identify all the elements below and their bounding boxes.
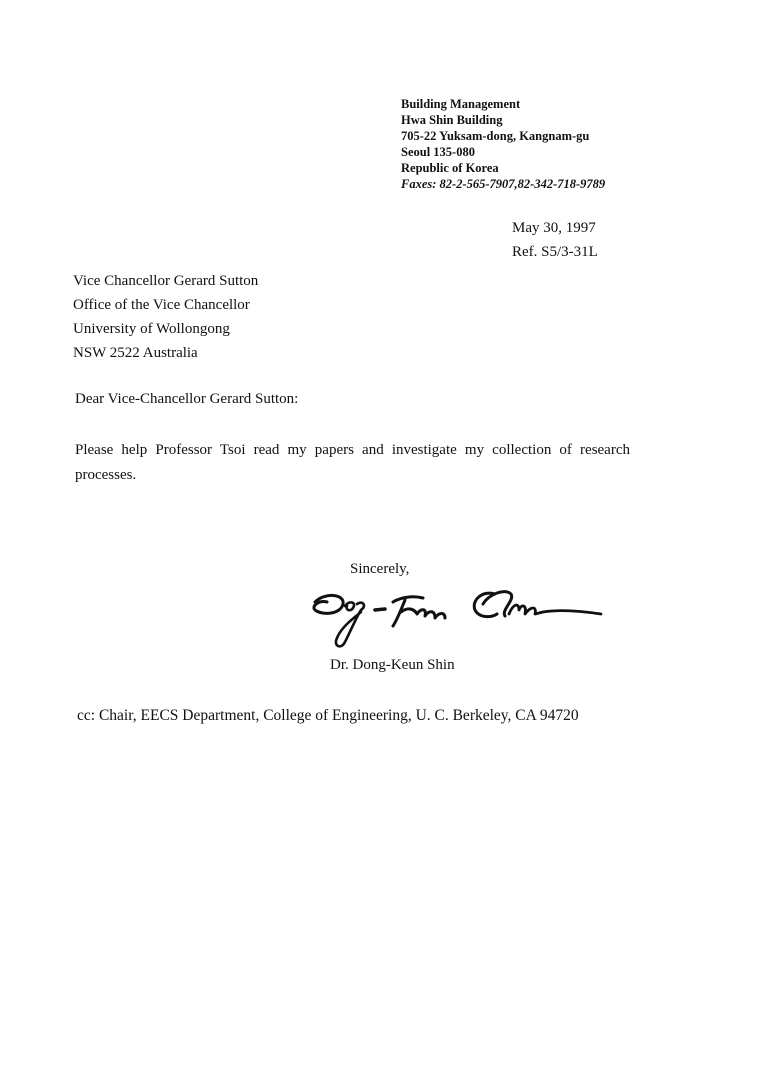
signature-drawing: [305, 580, 605, 655]
recipient-address-block: [73, 269, 258, 365]
reference-number: Ref. S5/3-31L: [512, 244, 598, 260]
sender-line: 705-22 Yuksam-dong, Kangnam-gu: [401, 129, 590, 143]
date-reference-block: [512, 216, 598, 264]
letter-date: May 30, 1997: [512, 220, 596, 236]
sender-line: Building Management: [401, 97, 521, 111]
sender-line: Republic of Korea: [401, 161, 499, 175]
cc-line: cc: Chair, EECS Department, College of Engineering, U. C. Berkeley, CA 94720: [77, 707, 579, 724]
sender-address-block: [401, 96, 605, 192]
sender-line: Hwa Shin Building: [401, 113, 503, 127]
recipient-line: NSW 2522 Australia: [73, 345, 198, 361]
recipient-line: Office of the Vice Chancellor: [73, 297, 250, 313]
signer-name: Dr. Dong-Keun Shin: [330, 657, 455, 673]
letter-body: Please help Professor Tsoi read my papers and investigate my collection of research processes.: [75, 442, 630, 483]
salutation: Dear Vice-Chancellor Gerard Sutton:: [75, 391, 299, 407]
handwritten-signature: [305, 580, 605, 655]
sender-faxes: Faxes: 82-2-565-7907,82-342-718-9789: [401, 177, 606, 191]
sender-line: Seoul 135-080: [401, 145, 475, 159]
recipient-line: Vice Chancellor Gerard Sutton: [73, 273, 259, 289]
recipient-line: University of Wollongong: [73, 321, 230, 337]
closing: Sincerely,: [350, 561, 410, 577]
